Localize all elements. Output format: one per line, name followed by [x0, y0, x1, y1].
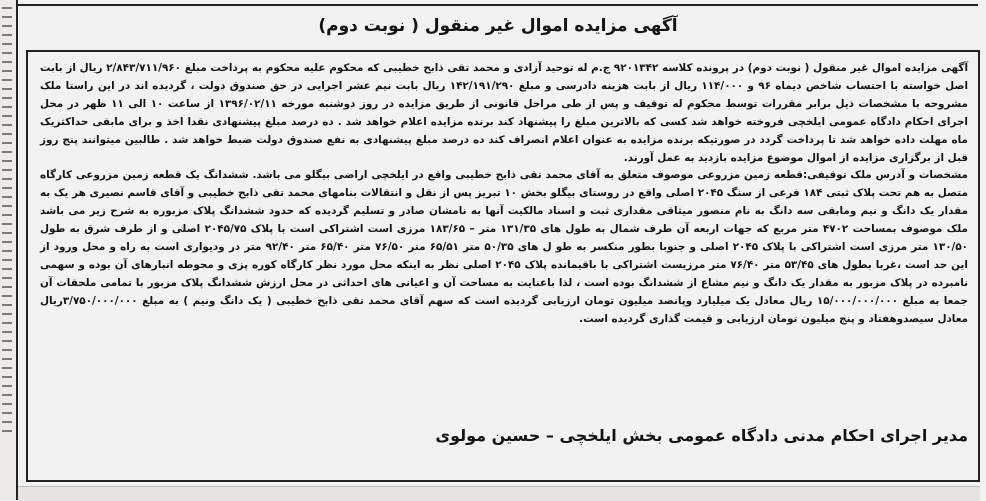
notice-frame — [26, 50, 980, 482]
page-bottom-edge — [18, 486, 980, 501]
notice-title: آگهی مزایده اموال غیر منقول ( نوبت دوم) — [318, 16, 678, 36]
title-bar — [20, 6, 976, 46]
notice-signature: مدیر اجرای احکام مدنی دادگاه عمومی بخش ایلخچی – حسین مولوی — [435, 426, 968, 445]
adjacent-column-margin — [0, 0, 18, 500]
notice-body — [40, 60, 968, 329]
notice-paragraph-property: مشخصات و آدرس ملک توقیفی:قطعه زمین مزروعی موصوف متعلق به آقای محمد تقی ذابح خطیبی واقع در ایلخچی اراضی بیگلو می باشد. ششدانگ یک قطعه زمین مزروعی کارگاه متصل به هم تحت پلاک ثبتی ۱۸۴ فرعی از سنگ ۲۰۴۵ اصلی واقع در روستای بیگلو بخش ۱۰ تبریز پس از نقل و انتقالات بنامهای محمد تقی ذابح خطیبی و آقای قاسم نصیری هر یک به مقدار یک دانگ و نیم ومابقی سه دانگ به نام منصور میثاقی مقداری ثبت و اسناد مالکیت آنها به نامشان صادر و تسلیم گردیده که حدود ششدانگ پلاک مزبوره به شرح زیر می باشد ملک موصوف بمساحت ۴۷۰۲ متر مربع که جهات اربعه آن طرف شمال به طول های ۱۳۱/۳۵ متر – ۱۸۳/۶۵ مرزی است اشتراکی است با پلاک ۲۰۴۵/۷۵ اصلی و از طرف شرق به طول ۱۳۰/۵۰ متر مرزی است اشتراکی با پلاک ۲۰۴۵ اصلی و جنوبا بطور منکسر به طو ل های ۵۰/۳۵ متر ۶۵/۵۱ متر ۷۶/۵۰ متر ۶۵/۴۰ متر ۹۲/۴۰ متر در ودیواری است به راه و محل ورود از این حد است ،غربا بطول های ۵۳/۴۵ متر ۷۶/۴۰ متر مرزیست اشتراکی با باقیمانده پلاک ۲۰۴۵ اصلی نظر به اینکه محل مورد نظر کارگاه کوره پزی و محوطه انبارهای آن بوده و سهمی نامبرده در پلاک مزبور به مقدار یک دانگ و نیم مشاع از ششدانگ بوده است ، لذا باعنایت به مساحت آن و اعیانی های احداثی در محل ارزش ششدانگ پلاک مزبور با تمامی ملحقات آن جمعا به مبلغ ۱۵/۰۰۰/۰۰۰/۰۰۰ ریال معادل یک میلیارد وپانصد میلیون تومان ارزیابی گردیده است که سهم آقای محمد تقی ذابح خطیبی ( یک دانگ ونیم ) به مبلغ ۳/۷۵۰/۰۰۰/۰۰۰ریال معادل سیصدوهفتاد و پنج میلیون تومان ارزیابی و قیمت گذاری گردیده است. — [40, 169, 969, 325]
notice-paragraph-auction: آگهی مزایده اموال غیر منقول ( نوبت دوم) در پرونده کلاسه ۹۲۰۱۳۴۲ ج.م له توحید آزادی و محمد تقی ذابح خطیبی که محکوم علیه محکوم به پرداخت مبلغ ۲/۸۴۳/۷۱۱/۹۶۰ ریال از بابت اصل خواسته با احتساب شاخص دیماه ۹۶ و ۱۱۴/۰۰۰ ریال از بابت هزینه دادرسی و مبلغ ۱۴۲/۱۹۱/۲۹۰ ریال بابت نیم عشر اجرایی در حق صندوق دولت ، گردیده اند در این راستا ملک مشروحه با مشخصات ذیل برابر مقررات توسط محکوم له توقیف و پس از طی مراحل قانونی از طریق مزایده در روز دوشنبه مورخه ۱۳۹۶/۰۲/۱۱ از ساعت ۱۰ الی ۱۱ ظهر در محل اجرای احکام دادگاه عمومی ایلخچی فروخته خواهد شد کسی که بالاترین مبلغ را پیشنهاد کند برنده مزایده اعلام خواهد شد . ده درصد مبلغ پیشنهادی نقدا اخذ و برای مابقی حداکثریک ماه مهلت داده خواهد شد تا پرداخت گردد در صورتیکه برنده مزایده به عنوان اعلام انصراف کند ده درصد مبلغ پیشنهادی به نفع صندوق دولت ضبط خواهد شد . طالبین میتوانند پنج روز قبل از برگزاری مزایده از اموال موضوع مزایده بازدید به عمل آورند. — [40, 62, 969, 164]
